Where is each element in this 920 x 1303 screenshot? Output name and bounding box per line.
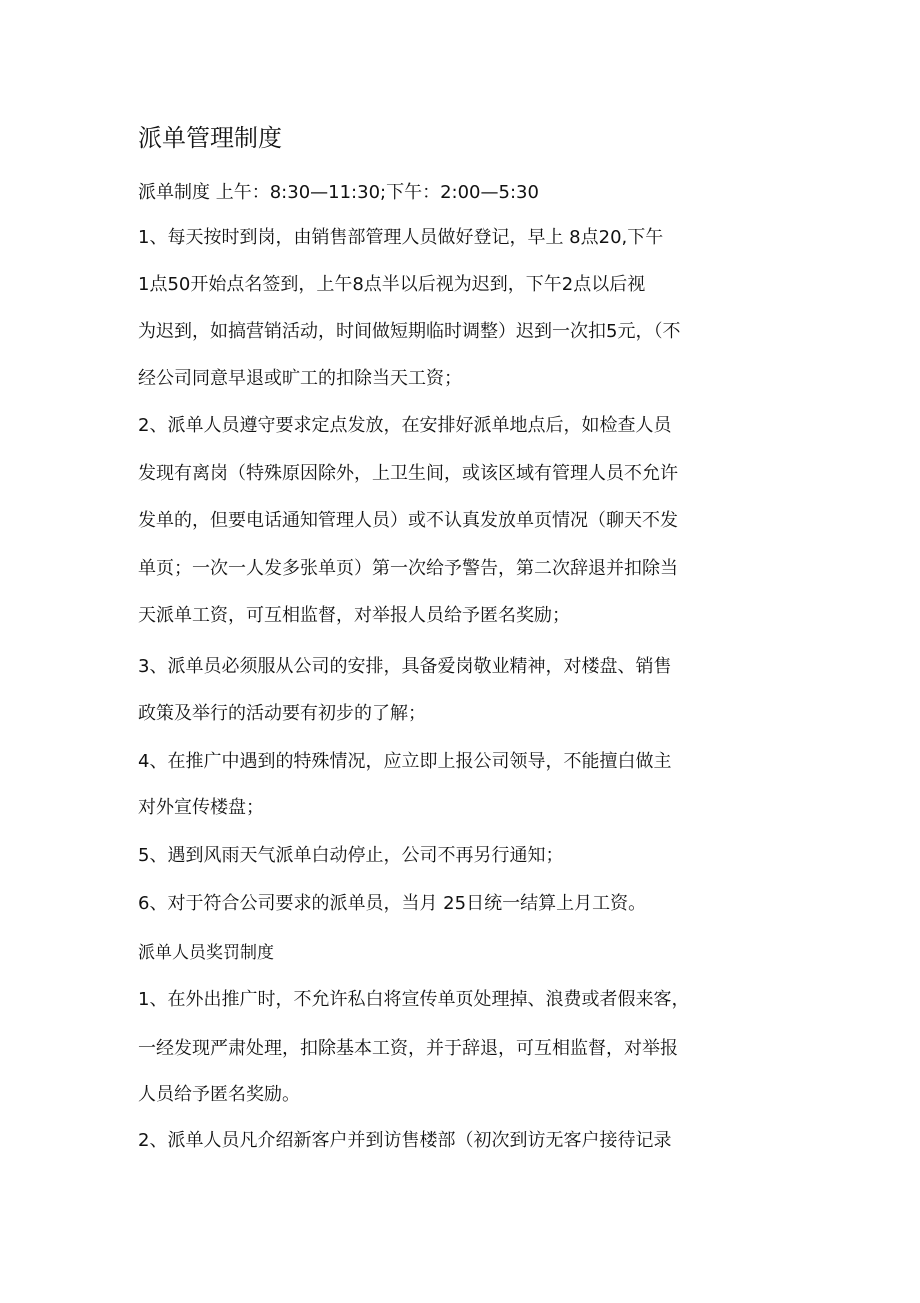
paragraph-line: 2、派单人员凡介绍新客户并到访售楼部（初次到访无客户接待记录 [138,1130,672,1151]
paragraph-line: 政策及举行的活动要有初步的了解； [138,703,426,724]
paragraph-line: 经公司同意早退或旷工的扣除当天工资； [138,368,462,389]
paragraph-line: 单页；一次一人发多张单页）第一次给予警告，第二次辞退并扣除当 [138,558,678,579]
paragraph-line: 一经发现严肃处理，扣除基本工资，并于辞退，可互相监督，对举报 [138,1038,678,1059]
paragraph-line: 2、派单人员遵守要求定点发放，在安排好派单地点后，如检查人员 [138,415,672,436]
paragraph-line: 人员给予匿名奖励。 [138,1084,300,1105]
paragraph-line: 发单的，但要电话通知管理人员）或不认真发放单页情况（聊天不发 [138,510,678,531]
paragraph-line: 1、每天按时到岗，由销售部管理人员做好登记，早上 8点20,下午 [138,227,664,248]
paragraph-line: 4、在推广中遇到的特殊情况，应立即上报公司领导，不能擅白做主 [138,751,672,772]
paragraph-line: 发现有离岗（特殊原因除外，上卫生间，或该区域有管理人员不允许 [138,463,678,484]
paragraph-line: 对外宣传楼盘； [138,797,264,818]
paragraph-line: 6、对于符合公司要求的派单员，当月 25日统一结算上月工资。 [138,893,647,914]
paragraph-line: 为迟到，如搞营销活动，时间做短期临时调整）迟到一次扣5元，（不 [138,321,681,342]
document-title: 派单管理制度 [138,124,282,152]
paragraph-line: 1点50开始点名签到，上午8点半以后视为迟到，下午2点以后视 [138,274,646,295]
schedule-line: 派单制度 上午：8:30—11:30;下午：2:00—5:30 [138,182,539,203]
paragraph-line: 天派单工资，可互相监督，对举报人员给予匿名奖励； [138,605,570,626]
section-title: 派单人员奖罚制度 [138,943,274,963]
paragraph-line: 3、派单员必须服从公司的安排，具备爱岗敬业精神，对楼盘、销售 [138,656,672,677]
paragraph-line: 5、遇到风雨天气派单白动停止，公司不再另行通知； [138,845,564,866]
paragraph-line: 1、在外出推广时，不允许私白将宣传单页处理掉、浪费或者假来客， [138,989,690,1010]
